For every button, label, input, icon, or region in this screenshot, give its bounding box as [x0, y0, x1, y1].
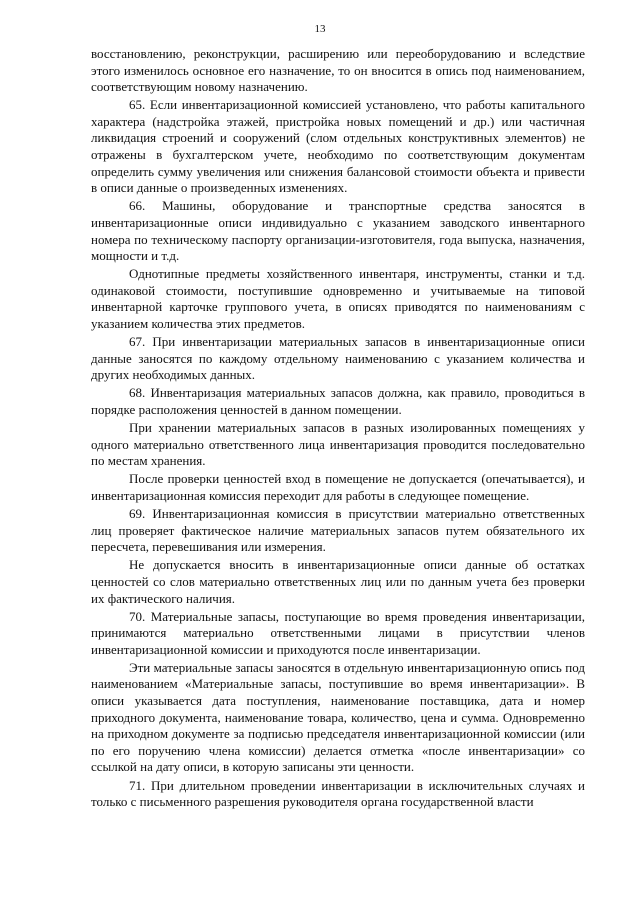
paragraph-68-storage: При хранении материальных запасов в разных изолированных помещениях у одного материально ответственного лица инвентаризация проводится последовательно по местам хранения. [91, 420, 585, 469]
paragraph-70: 70. Материальные запасы, поступающие во время проведения инвентаризации, принимаются материально ответственными лицами в присутствии членов инвентаризационной комиссии и приходуются после инвентаризации. [91, 608, 585, 657]
paragraph-66-inventory: Однотипные предметы хозяйственного инвентаря, инструменты, станки и т.д. одинаковой стоимости, поступившие одновременно и учитываемые на типовой инвентарной карточке группового учета, в описях приводятся по наименованиям с указанием количества этих предметов. [91, 266, 585, 331]
page-number: 13 [314, 23, 326, 35]
paragraph-68-sealing: После проверки ценностей вход в помещение не допускается (опечатывается), и инвентаризационная комиссия переходит для работы в следующее помещение. [91, 471, 585, 503]
paragraph-66: 66. Машины, оборудование и транспортные средства заносятся в инвентаризационные описи индивидуально с указанием заводского инвентарного номера по техническому паспорту организации-изготовителя, года выпуска, назначения, мощности и т.д. [91, 198, 585, 264]
paragraph-70-separate-list: Эти материальные запасы заносятся в отдельную инвентаризационную опись под наименованием «Материальные запасы, поступившие во время инвентаризации». В описи указывается дата поступления, наименование поставщика, дата и номер приходного документа, наименование товара, количество, цена и сумма. Одновременно на приходном документе за подписью председателя инвентаризационной комиссии (или по его поручению члена комиссии) делается отметка «после инвентаризации» со ссылкой на дату описи, в которую записаны эти ценности. [91, 659, 585, 775]
paragraph-67: 67. При инвентаризации материальных запасов в инвентаризационные описи данные заносятся по каждому отдельному наименованию с указанием количества и других необходимых данных. [91, 334, 585, 383]
paragraph-65: 65. Если инвентаризационной комиссией установлено, что работы капитального характера (надстройка этажей, пристройка новых помещений и др.) или частичная ликвидация строений и сооружений (слом отдельных конструктивных элементов) не отражены в бухгалтерском учете, необходимо по соответствующим документам определить сумму увеличения или снижения балансовой стоимости объекта и привести в описи данные о произведенных изменениях. [91, 97, 585, 196]
paragraph-continuation: восстановлению, реконструкции, расширению или переоборудованию и вследствие этого изменилось основное его назначение, то он вносится в опись под наименованием, соответствующим новому назначению. [91, 46, 585, 95]
paragraph-69: 69. Инвентаризационная комиссия в присутствии материально ответственных лиц проверяет фактическое наличие материальных запасов путем обязательного их пересчета, перевешивания или измерения. [91, 506, 585, 555]
paragraph-71: 71. При длительном проведении инвентаризации в исключительных случаях и только с письменного разрешения руководителя органа государственной власти [91, 777, 585, 810]
paragraph-69-restriction: Не допускается вносить в инвентаризационные описи данные об остатках ценностей со слов материально ответственных лиц или по данным учета без проверки их фактического наличия. [91, 557, 585, 606]
paragraph-68: 68. Инвентаризация материальных запасов должна, как правило, проводиться в порядке расположения ценностей в данном помещении. [91, 385, 585, 417]
document-body [91, 46, 585, 812]
